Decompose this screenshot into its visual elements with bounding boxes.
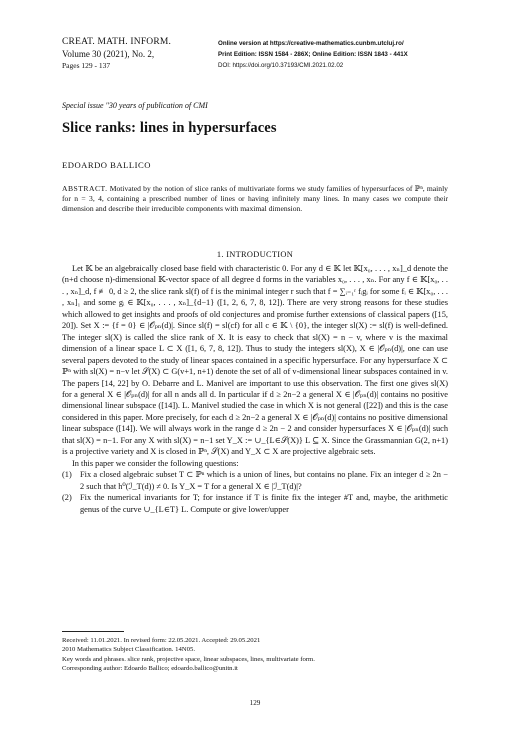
abstract-text: Motivated by the notion of slice ranks of multivariate forms we study families of hypersurfaces of ℙⁿ, mainly for n = 3, 4, containing a prescribed number of lines or having infinitely many lines. In many cases we compute their dimension and describe their irreducible components with maximal dimension. (62, 184, 448, 213)
question-text: Fix a closed algebraic subset T ⊂ ℙⁿ which is a union of lines, but contains no plane. Fix an integer d ≥ 2n − 2 such that h⁰(ℐ_T(d)) ≠ 0. Is Y_X = T for a general X ∈ |ℐ_T(d)|? (80, 470, 448, 491)
footnotes (62, 636, 452, 674)
received-dates: Received: 11.01.2021. In revised form: 22.05.2021. Accepted: 29.05.2021 (62, 637, 261, 644)
doi-link[interactable]: DOI: https://doi.org/10.37193/CMI.2021.02.02 (218, 62, 344, 70)
footnote-divider (62, 631, 124, 632)
paragraph-questions: In this paper we consider the following questions: (72, 458, 239, 468)
online-version-line (218, 38, 408, 49)
publication-info (218, 38, 408, 72)
paper-title: Slice ranks: lines in hypersurfaces (62, 120, 277, 136)
page-number: 129 (249, 699, 261, 707)
question-number: (1) (62, 470, 72, 480)
question-text: Fix the numerical invariants for T; for instance if T is finite fix the integer #T and, maybe, the arithmetic genus of the curve ∪_{L∈T} L. Compute or give lower/upper (80, 493, 448, 514)
question-item (62, 492, 448, 515)
issn-line: Print Edition: ISSN 1584 - 286X; Online Edition: ISSN 1843 - 441X (218, 51, 408, 59)
corresponding-author: Corresponding author: Edoardo Ballico; edoardo.ballico@unitn.it (62, 665, 238, 673)
body-text (62, 263, 448, 515)
journal-pages: Pages 129 - 137 (62, 61, 111, 70)
question-number: (2) (62, 493, 72, 503)
journal-name: CREAT. MATH. INFORM. (62, 37, 172, 47)
special-issue-note: Special issue "30 years of publication of CMI (62, 101, 208, 110)
online-version-text: Online version at https://creative-mathematics.cunbm.utcluj.ro/ (218, 40, 404, 47)
abstract-label: ABSTRACT. (62, 184, 108, 193)
keywords: Key words and phrases. slice rank, projective space, linear subspaces, lines, multivariate form. (62, 655, 315, 663)
abstract (62, 184, 448, 214)
paragraph-intro: Let 𝕂 be an algebraically closed base field with characteristic 0. For any d ∈ 𝕂 let 𝕂[x₀, . . . , xₙ]_d denote the (n+d choose n)-dimensional 𝕂-vector space of all degree d forms in the variables x₀, . . . , xₙ. For any f ∈ 𝕂[x₀, . . . , xₙ]_d, f ≢ 0, d ≥ 2, the slice rank sl(f) of f is the minimal integer r such that f = ∑ᵢ₌₁ʳ fᵢgᵢ for some fᵢ ∈ 𝕂[x₀, . . . , xₙ]₁ and some gᵢ ∈ 𝕂[x₀, . . . , xₙ]_{d−1} ([1, 2, 6, 7, 8, 12]). There are very strong reasons for these studies which allowed to get insights and proofs of old conjectures and promise further extensions of classical papers ([15, 20]). Set X := {f = 0} ∈ |𝒪ₚₙ(d)|. Since sl(f) = sl(cf) for all c ∈ 𝕂 \ {0}, the integer sl(X) := sl(f) is well-defined. The integer sl(X) is called the slice rank of X. It is easy to check that sl(X) = n − v, where v is the maximal dimension of a linear space L ⊂ X ([1, 6, 7, 8, 12]). Thus to study the integers sl(X), X ∈ |𝒪ₚₙ(d)|, one can use several papers devoted to the study of linear spaces contained in a specific hypersurface. For any hypersurface X ⊂ ℙⁿ with sl(X) = n−v let 𝒮(X) ⊂ G(v+1, n+1) denote the set of all of v-dimensional linear subspaces contained in v. The papers [14, 22] by O. Debarre and L. Manivel are important to use this observation. The first one gives sl(X) for a general X ∈ |𝒪ₚₙ(d)| for all n ands all d. In particular if d ≥ 2n−2 a general X ∈ |𝒪ₚₙ(d)| contains no positive dimensional linear subspace ([14]). L. Manivel studied the case in which X is not general ([22]) and this is the case considered in this paper. More precisely, for each d ≥ 2n−2 a general X ∈ |𝒪ₚₙ(d)| contains no positive dimensional linear subspace ([14]). We will always work in the range d ≥ 2n − 2 and consider hypersurfaces X ∈ |𝒪ₚₙ(d)| such that sl(X) = n−1. For any X with sl(X) = n−1 set Y_X := ∪_{L∈𝒮(X)} L ⊆ X. Since the Grassmannian G(2, n+1) is a projective variety and X is closed in ℙⁿ, 𝒮(X) and Y_X ⊂ X are projective algebraic sets. (62, 264, 448, 457)
journal-header (62, 36, 171, 72)
section-heading: 1. INTRODUCTION (216, 250, 294, 259)
msc-classification: 2010 Mathematics Subject Classification. 14N05. (62, 646, 195, 654)
author-name: EDOARDO BALLICO (62, 160, 151, 170)
journal-volume: Volume 30 (2021), No. 2, (62, 49, 155, 59)
question-item (62, 469, 448, 492)
